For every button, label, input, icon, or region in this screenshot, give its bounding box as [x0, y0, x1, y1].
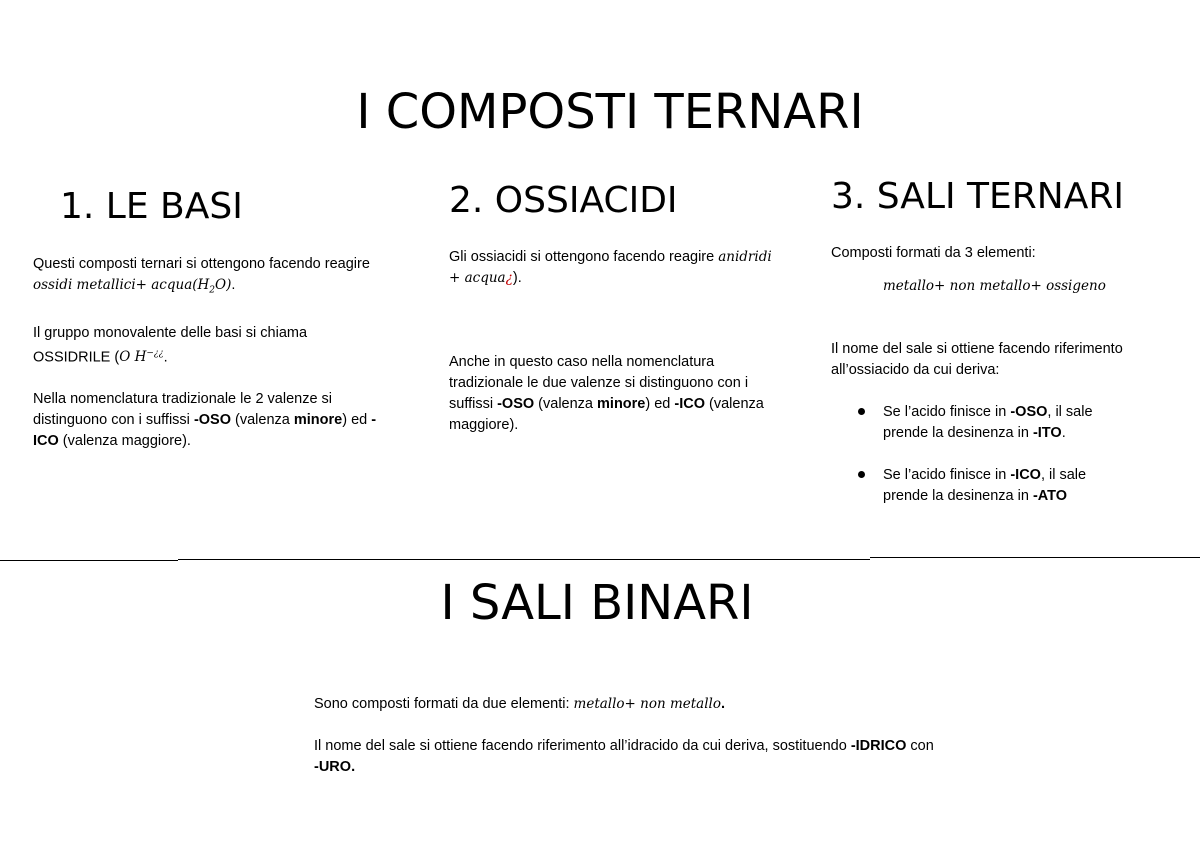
ossiacidi-paragraph-2: Anche in questo caso nella nomenclatura tradizionale le due valenze si distinguono con i suffissi -OSO (valenza minore) ed -ICO (valenza maggiore). — [449, 354, 764, 433]
page-title: I COMPOSTI TERNARI — [356, 84, 864, 140]
ossiacidi-text — [449, 247, 779, 457]
sali-ternari-list — [831, 402, 1131, 507]
section-heading-sali-ternari: 3. SALI TERNARI — [831, 176, 1124, 217]
sali-binari-paragraph-1: Sono composti formati da due elementi: metallo+ non metallo. — [314, 696, 726, 712]
sali-ternari-paragraph-2: Il nome del sale si ottiene facendo riferimento all’ossiacido da cui deriva: — [831, 341, 1123, 378]
sali-binari-paragraph-2: Il nome del sale si ottiene facendo riferimento all’idracido da cui deriva, sostituendo -IDRICO con -URO. — [314, 738, 934, 775]
ossiacidi-formula: anidridi + acqua¿ — [449, 249, 772, 286]
sali-ternari-text — [831, 243, 1131, 528]
bullet-icon — [858, 408, 865, 415]
sali-ternari-paragraph-1: Composti formati da 3 elementi: — [831, 245, 1036, 261]
divider-line-middle — [178, 559, 870, 560]
bullet-icon — [858, 471, 865, 478]
sali-binari-text — [314, 694, 934, 799]
list-item: Se l’acido finisce in -OSO, il sale prende la desinenza in -ITO. — [831, 402, 1131, 444]
basi-text — [33, 254, 378, 473]
basi-formula: ossidi metallici+ $acqua(H_2O)$ — [33, 277, 232, 296]
ossiacidi-paragraph-1: Gli ossiacidi si ottengono facendo reagire anidridi + acqua¿). — [449, 249, 772, 286]
section-heading-ossiacidi: 2. OSSIACIDI — [449, 180, 678, 221]
sali-binari-formula: metallo+ non metallo — [573, 696, 721, 712]
sali-ternari-formula: metallo+ non metallo+ ossigeno — [883, 278, 1106, 294]
basi-paragraph-3: Nella nomenclatura tradizionale le 2 valenze si distinguono con i suffissi -OSO (valenza minore) ed -ICO (valenza maggiore). — [33, 391, 377, 450]
basi-paragraph-2: Il gruppo monovalente delle basi si chiama OSSIDRILE (O H−¿¿. — [33, 324, 308, 366]
ossidrile-formula: O H−¿¿ — [119, 348, 164, 366]
section-heading-basi: 1. LE BASI — [60, 186, 243, 227]
divider-line-right — [870, 557, 1200, 558]
section-title-sali-binari: I SALI BINARI — [440, 575, 754, 631]
basi-paragraph-1: Questi composti ternari si ottengono facendo reagire ossidi metallici+ $acqua(H_2O)$. — [33, 256, 370, 296]
list-item: Se l’acido finisce in -ICO, il sale prende la desinenza in -ATO — [831, 465, 1131, 507]
divider-line-left — [0, 560, 178, 561]
